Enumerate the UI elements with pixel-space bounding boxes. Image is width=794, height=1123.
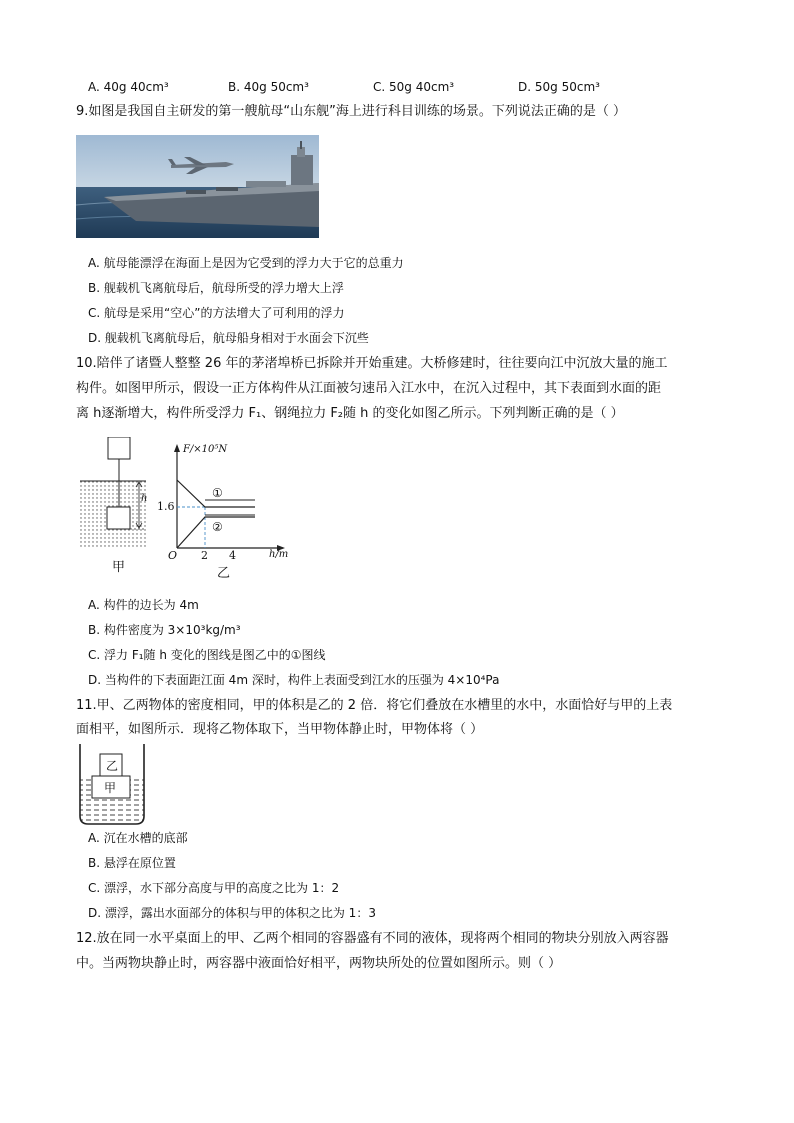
q11-figure [78, 742, 148, 826]
q8-option-d: D. 50g 50cm³ [518, 80, 600, 94]
q10-x-tick-2: 2 [201, 549, 208, 562]
q10-stem-line-2: 构件。如图甲所示，假设一正方体构件从江面被匀速吊入江水中，在沉入过程中，其下表面到水面的距 [76, 381, 662, 396]
q11-option-d: D. 漂浮，露出水面部分的体积与甲的体积之比为 1：3 [88, 906, 376, 920]
q10-option-b: B. 构件密度为 3×10³kg/m³ [88, 623, 241, 637]
q12-stem-line-2: 中。当两物块静止时，两容器中液面恰好相平，两物块所处的位置如图所示。则（ ） [76, 956, 562, 971]
q10-curve-label-1: ① [212, 486, 223, 500]
q11-stem-line-1: 11.甲、乙两物体的密度相同，甲的体积是乙的 2 倍．将它们叠放在水槽里的水中，水面恰好与甲的上表 [76, 698, 673, 713]
q9-option-d: D. 舰载机飞离航母后，航母船身相对于水面会下沉些 [88, 331, 369, 345]
q10-stem-line-3: 离 h逐渐增大，构件所受浮力 F₁、钢绳拉力 F₂随 h 的变化如图乙所示。下列判断正确的是（ ） [76, 406, 624, 421]
q9-stem: 9.如图是我国自主研发的第一艘航母“山东舰”海上进行科目训练的场景。下列说法正确的是（ ） [76, 104, 627, 119]
q11-option-b: B. 悬浮在原位置 [88, 856, 176, 870]
q11-stem-line-2: 面相平，如图所示．现将乙物体取下，当甲物体静止时，甲物体将（ ） [76, 722, 484, 737]
q11-option-a: A. 沉在水槽的底部 [88, 831, 188, 845]
q10-curve-label-2: ② [212, 520, 223, 534]
q10-y-tick: 1.6 [157, 500, 175, 513]
q8-option-b: B. 40g 50cm³ [228, 80, 309, 94]
q10-option-a: A. 构件的边长为 4m [88, 598, 199, 612]
q10-option-c: C. 浮力 F₁随 h 变化的图线是图乙中的①图线 [88, 648, 326, 662]
q10-figure-a [80, 437, 160, 577]
q11-block-yi: 乙 [106, 759, 119, 773]
q10-x-axis-label: h/m [269, 549, 289, 560]
q10-figure-b-caption: 乙 [217, 566, 231, 581]
q10-x-tick-4: 4 [229, 549, 236, 562]
q12-stem-line-1: 12.放在同一水平桌面上的甲、乙两个相同的容器盛有不同的液体，现将两个相同的物块分别放入两容器 [76, 931, 669, 946]
q8-option-c: C. 50g 40cm³ [373, 80, 455, 94]
aircraft-carrier-photo [76, 135, 319, 238]
q10-figure-b [155, 440, 295, 580]
q8-option-a: A. 40g 40cm³ [88, 80, 169, 94]
q9-option-c: C. 航母是采用“空心”的方法增大了可利用的浮力 [88, 306, 345, 320]
q9-option-a: A. 航母能漂浮在海面上是因为它受到的浮力大于它的总重力 [88, 256, 404, 270]
q10-stem-line-1: 10.陪伴了诸暨人整整 26 年的茅渚埠桥已拆除并开始重建。大桥修建时，往往要向江中沉放大量的施工 [76, 356, 668, 371]
q9-option-b: B. 舰载机飞离航母后，航母所受的浮力增大上浮 [88, 281, 344, 295]
aircraft-carrier-illustration [76, 135, 319, 238]
q10-y-axis-label: F/×10⁵N [183, 444, 228, 455]
q11-block-jia: 甲 [104, 781, 117, 795]
q10-h-mark: h [141, 493, 148, 504]
q10-origin: O [168, 549, 178, 562]
q11-option-c: C. 漂浮，水下部分高度与甲的高度之比为 1：2 [88, 881, 340, 895]
q10-figure-a-caption: 甲 [112, 560, 126, 575]
q10-option-d: D. 当构件的下表面距江面 4m 深时，构件上表面受到江水的压强为 4×10⁴Pa [88, 673, 500, 687]
